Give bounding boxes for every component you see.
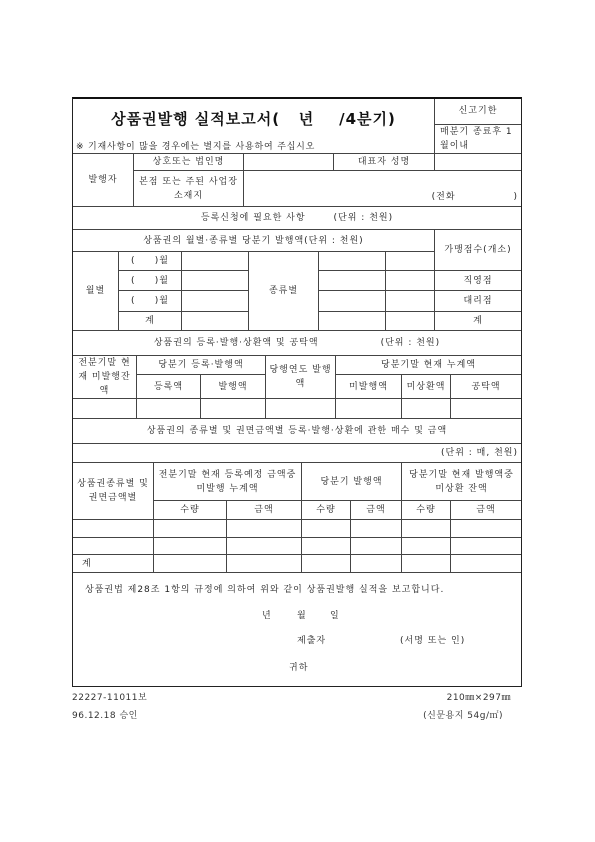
declaration-statement: 상품권법 제28조 1항의 규정에 의하여 위와 같이 상품권발행 실적을 보고합니다. — [85, 585, 445, 595]
type-amount-cell — [385, 270, 435, 291]
title-cell — [72, 97, 435, 154]
type-denomination-value — [72, 537, 154, 555]
month-total-label: 계 — [145, 316, 155, 326]
year-issued-line: 액 — [295, 379, 306, 389]
quarter-issued-header-cell — [301, 462, 402, 501]
registration-unit: (단위 : 천원) — [333, 213, 394, 223]
address-field — [243, 170, 522, 207]
registration-heading-cell — [72, 206, 522, 230]
unissued-value — [335, 398, 402, 419]
amount-value — [226, 537, 302, 555]
year-issued-value — [265, 398, 336, 419]
issued-header: 발행액 — [218, 381, 248, 392]
type-denomination-line: 권면금액별 — [88, 493, 138, 503]
year-issued-line: 당행연도 발행 — [269, 365, 332, 375]
quantity-value — [301, 519, 351, 538]
cumulative-header: 당분기말 현재 누계액 — [381, 360, 476, 370]
quantity-value — [301, 537, 351, 555]
paper-size: 210㎜×297㎜ — [446, 693, 511, 703]
type-denomination-header-cell — [72, 462, 154, 520]
type-name-cell — [318, 311, 386, 331]
deadline-label: 신고기한 — [458, 106, 498, 116]
agency-store-cell — [434, 290, 522, 312]
prev-cumulative-line: 미발행 누계액 — [196, 483, 259, 494]
quarter-header: 당분기 등록·발행액 — [158, 360, 244, 370]
type-name-cell — [318, 290, 386, 312]
registered-value — [136, 398, 201, 419]
monthly-amount-cell — [181, 290, 249, 312]
month-row-label: ( )월 — [130, 296, 170, 306]
quantity-value — [401, 537, 451, 555]
paper-spec: (신문용지 54g/㎡) — [423, 711, 503, 721]
representative-label: 대표자 성명 — [357, 157, 411, 167]
direct-store-label: 직영점 — [463, 275, 493, 286]
deadline-label-cell — [434, 97, 522, 125]
agency-store-label: 대리점 — [463, 296, 493, 306]
amount-header: 금액 — [366, 505, 386, 515]
quantity-value — [401, 519, 451, 538]
month-row-label-cell — [118, 290, 182, 312]
sub-header-cell — [301, 500, 351, 520]
type-name-cell — [318, 270, 386, 291]
amounts-unit: (단위 : 천원) — [380, 338, 441, 348]
unissued-header-cell — [335, 374, 402, 399]
sub-header-cell — [450, 500, 522, 520]
quantity-value — [153, 519, 227, 538]
addressee-label: 귀하 — [289, 663, 309, 673]
type-name-cell — [318, 251, 386, 271]
deposit-header: 공탁액 — [471, 381, 501, 392]
type-denomination-line: 상품권종류별 및 — [77, 479, 149, 489]
affiliates-header: 가맹점수(개소) — [444, 245, 512, 255]
registered-header: 등록액 — [153, 381, 184, 392]
prev-unissued-line: 전분기말 현 — [78, 358, 131, 368]
quantity-value — [301, 554, 351, 573]
deadline-line: 월이내 — [440, 141, 470, 151]
monthly-heading-cell — [72, 229, 435, 252]
quantity-header: 수량 — [180, 505, 200, 515]
unredeemed-balance-line: 당분기말 현재 발행액중 — [409, 469, 514, 480]
by-type-total-label-cell — [72, 554, 154, 573]
date-month-label: 월 — [297, 611, 307, 621]
unredeemed-balance-line: 미상환 잔액 — [435, 483, 488, 494]
by-type-heading: 상품권의 종류별 및 권면금액별 등록·발행·상환에 관한 매수 및 금액 — [146, 426, 448, 436]
type-header-cell — [248, 251, 319, 331]
monthly-amount-cell — [181, 270, 249, 291]
monthly-amount-cell — [181, 251, 249, 271]
deposit-header-cell — [450, 374, 522, 399]
representative-label-cell — [333, 153, 435, 171]
date-year-label: 년 — [262, 611, 272, 621]
issued-header-cell — [200, 374, 266, 399]
amount-value — [450, 554, 522, 573]
prev-unissued-value — [72, 398, 137, 419]
amount-value — [350, 519, 402, 538]
address-label-line: 소재지 — [173, 190, 204, 201]
issuer-label-cell — [72, 153, 134, 207]
address-label-line: 본점 또는 주된 사업장 — [139, 176, 238, 187]
monthly-amount-cell — [181, 311, 249, 331]
quantity-header: 수량 — [316, 505, 336, 515]
amount-value — [350, 537, 402, 555]
issuer-label: 발행자 — [88, 175, 118, 185]
type-amount-cell — [385, 290, 435, 312]
registration-heading: 등록신청에 필요한 사항 — [200, 213, 306, 223]
unredeemed-value — [401, 398, 451, 419]
company-name-label: 상호또는 법인명 — [152, 157, 225, 167]
amount-value — [450, 519, 522, 538]
by-type-unit-cell — [72, 443, 522, 463]
month-header: 월별 — [85, 286, 106, 296]
amount-header: 금액 — [254, 505, 274, 515]
quarter-issued-header: 당분기 발행액 — [320, 476, 383, 487]
sub-header-cell — [153, 500, 227, 520]
month-row-label-cell — [118, 270, 182, 291]
type-header: 종류별 — [268, 286, 299, 296]
month-total-label-cell — [118, 311, 182, 331]
monthly-heading: 상품권의 월별·종류별 당분기 발행액(단위 : 천원) — [143, 235, 364, 246]
prev-unissued-line: 재 미발행잔 — [78, 372, 131, 382]
amount-value — [450, 537, 522, 555]
quantity-value — [153, 554, 227, 573]
month-row-label: ( )월 — [130, 275, 170, 286]
representative-name-field — [434, 153, 522, 171]
prev-cumulative-line: 전분기말 현재 등록예정 금액중 — [158, 469, 297, 480]
direct-store-cell — [434, 270, 522, 291]
prev-unissued-line: 액 — [99, 386, 110, 396]
amounts-heading-cell — [72, 330, 522, 356]
affiliates-header-cell — [434, 229, 522, 271]
amount-value — [226, 554, 302, 573]
month-row-label: ( )월 — [130, 256, 170, 266]
by-type-unit: (단위 : 매, 천원) — [441, 448, 518, 458]
sub-header-cell — [350, 500, 402, 520]
unredeemed-balance-header-cell — [401, 462, 522, 501]
month-header-cell — [72, 251, 119, 331]
unredeemed-header: 미상환액 — [406, 381, 446, 392]
quantity-value — [401, 554, 451, 573]
unissued-header: 미발행액 — [349, 381, 388, 392]
year-issued-header-cell — [265, 355, 336, 399]
prev-unissued-header-cell — [72, 355, 137, 399]
quantity-value — [153, 537, 227, 555]
prev-cumulative-header-cell — [153, 462, 302, 501]
amount-value — [350, 554, 402, 573]
declaration-cell — [72, 572, 522, 687]
deposit-value — [450, 398, 522, 419]
form-title: 상품권발행 실적보고서( 년 /4분기) — [111, 110, 396, 128]
by-type-total-label: 계 — [82, 558, 92, 569]
address-label-cell — [133, 170, 244, 207]
form-number: 22227-11011보 — [72, 693, 148, 703]
deadline-line: 매분기 종료후 1 — [440, 127, 513, 137]
signature-label: (서명 또는 인) — [400, 636, 466, 646]
amount-header: 금액 — [476, 505, 496, 515]
quantity-header: 수량 — [416, 505, 436, 515]
form-note: ※ 기재사항이 많을 경우에는 별지를 사용하여 주십시오 — [76, 142, 316, 152]
affiliates-total-label: 계 — [473, 316, 483, 326]
sub-header-cell — [226, 500, 302, 520]
month-row-label-cell — [118, 251, 182, 271]
date-day-label: 일 — [330, 611, 340, 621]
approval-date: 96.12.18 승인 — [72, 711, 138, 721]
deadline-value-cell — [434, 124, 522, 154]
affiliates-total-cell — [434, 311, 522, 331]
type-amount-cell — [385, 311, 435, 331]
type-denomination-value — [72, 519, 154, 538]
unredeemed-header-cell — [401, 374, 451, 399]
company-name-label-cell — [133, 153, 244, 171]
company-name-field — [243, 153, 334, 171]
sub-header-cell — [401, 500, 451, 520]
issued-value — [200, 398, 266, 419]
cumulative-header-cell — [335, 355, 522, 375]
amounts-heading: 상품권의 등록·발행·상환액 및 공탁액 — [153, 338, 319, 348]
type-amount-cell — [385, 251, 435, 271]
submitter-label: 제출자 — [297, 636, 327, 646]
by-type-heading-cell — [72, 418, 522, 444]
quarter-header-cell — [136, 355, 266, 375]
phone-label: (전화 ) — [431, 192, 518, 202]
amount-value — [226, 519, 302, 538]
registered-header-cell — [136, 374, 201, 399]
